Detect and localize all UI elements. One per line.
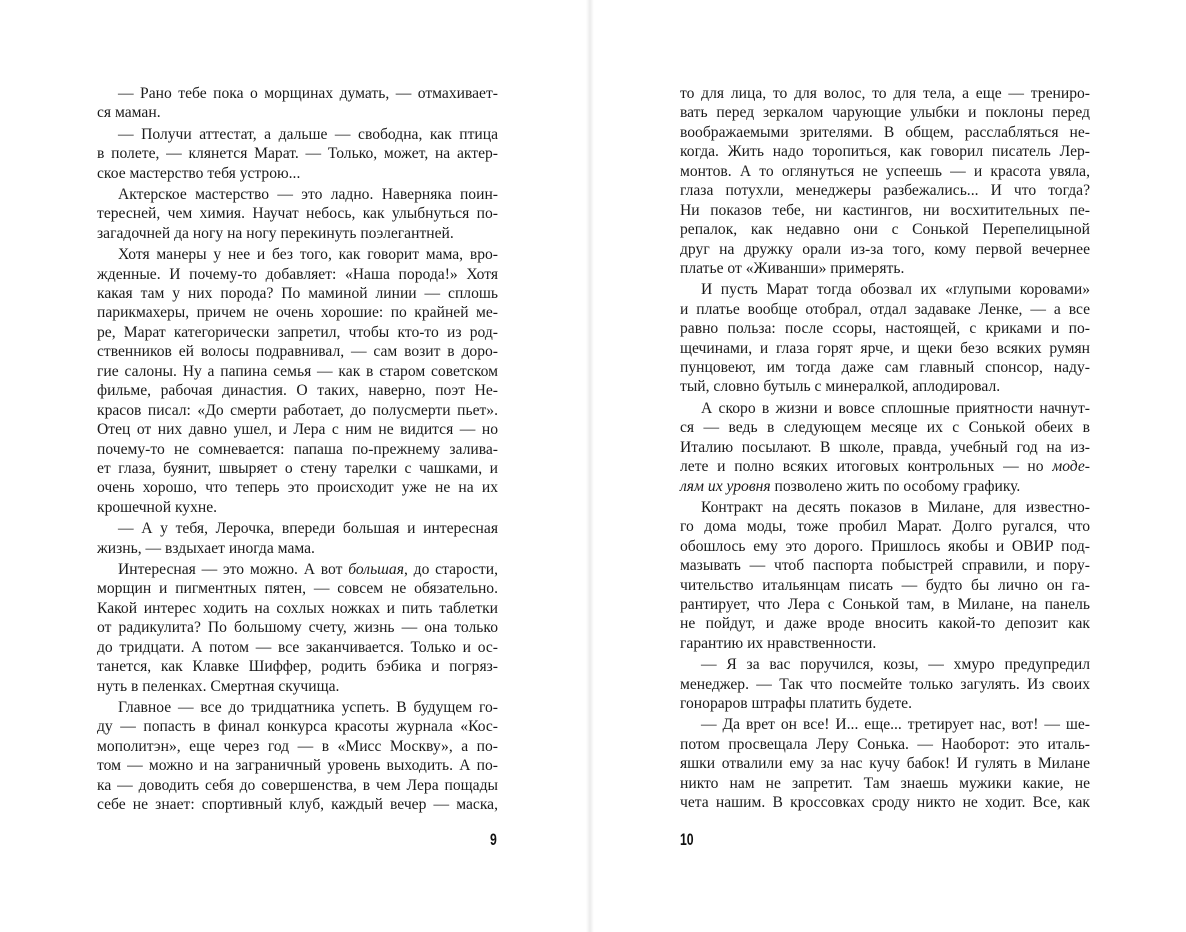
text-line: Какой интерес ходить на сохлых ножках и пить таблетки [97, 599, 498, 617]
text-line: монтов. А то оглянуться не успеешь — и красота увяла, [680, 162, 1090, 180]
paragraph [97, 698, 498, 815]
text-line: рантирует, что Лера с Сонькой там, в Милане, на панель [680, 596, 1090, 614]
text-line: Хотя манеры у нее и без того, как говорит мама, вро- [118, 246, 498, 264]
text-line: Ни показов тебе, ни кастингов, ни восхитительных пе- [680, 201, 1090, 219]
text-line: Контракт на десять показов в Милане, для известно- [701, 498, 1090, 516]
text-line: крошечной кухне. [97, 498, 218, 516]
text-line [680, 457, 1090, 476]
text-line: мополитэн», еще через год — в «Мисс Москву», а по- [97, 737, 498, 755]
text-line: воображаемыми зрителями. В общем, расслабляться не- [680, 123, 1090, 141]
text-line: ре, Марат категорически запретил, чтобы кто-то из род- [97, 323, 498, 341]
text-line: ду — попасть в финал конкурса красоты журнала «Кос- [97, 718, 498, 736]
paragraph [97, 560, 498, 696]
paragraph [680, 715, 1090, 812]
text-line: от радикулита? По большому счету, жизнь — она только [97, 619, 498, 637]
text-line: нуть в пеленках. Смертная скучища. [97, 677, 340, 695]
text-line: ет глаза, буянит, швыряет о стену тарелки с чашками, и [97, 459, 498, 477]
page-9-text [97, 84, 498, 816]
text-line: платье от «Живанши» примерять. [680, 259, 905, 277]
text-line [680, 477, 1090, 496]
text-line: репалок, как недавно они с Сонькой Перепелицыной [680, 221, 1090, 239]
text-line: почему-то не сомневается: папаша по-прежнему залива- [97, 440, 498, 458]
text-line: жизнь, — вздыхает иногда мама. [97, 539, 315, 557]
text-line: ское мастерство тебя устрою... [97, 164, 301, 182]
text-line: гонораров штрафы платить будете. [680, 695, 913, 713]
text-line: пунцовеют, им тогда даже сам главный спонсор, наду- [680, 359, 1090, 377]
paragraph [680, 280, 1090, 397]
text-line: том — можно и на заграничный уровень выходить. А по- [97, 757, 498, 775]
paragraph [97, 84, 498, 123]
italic-text: большая [348, 560, 404, 578]
text-line: — Да врет он все! И... еще... третирует нас, вот! — ше- [701, 716, 1090, 734]
text-line: ся — ведь в следующем месяце их с Сонькой обеих в [680, 419, 1090, 437]
book-spine [586, 0, 594, 932]
text-line: — А у тебя, Лерочка, впереди большая и интересная [118, 520, 498, 538]
text-line: ся маман. [97, 104, 161, 122]
text-segment: позволено жить по особому графику. [770, 477, 1021, 495]
text-line: мазывать — чтоб паспорта побыстрей справили, и пору- [680, 557, 1090, 575]
text-line: друг на дружку орали из-за того, кому первой вечернее [680, 240, 1090, 258]
text-line: когда. Жить надо торопиться, как говорил писатель Лер- [680, 143, 1090, 161]
text-line: фильме, рабочая династия. О таких, наверно, поэт Не- [97, 382, 498, 400]
italic-text: лям их уровня [680, 477, 771, 495]
text-line: себе не знает: спортивный клуб, каждый вечер — маска, [97, 796, 498, 814]
text-line: А скоро в жизни и вовсе сплошные приятности начнут- [701, 399, 1090, 417]
paragraph [97, 245, 498, 517]
text-line: морщин и пигментных пятен, — совсем не обязательно. [97, 580, 498, 598]
text-line: Главное — все до тридцатника успеть. В будущем го- [118, 698, 498, 716]
text-line: вать перед зеркалом чарующие улыбки и поклоны перед [680, 104, 1090, 122]
text-line: обошлось ему это дорого. Пришлось якобы и ОВИР под- [680, 537, 1090, 555]
text-line: — Я за вас поручился, козы, — хмуро предупредил [701, 656, 1090, 674]
text-line: парикмахеры, причем не очень хорошие: по крайней ме- [97, 304, 498, 322]
paragraph [680, 84, 1090, 278]
text-line: какая там у них порода? По маминой линии — сплошь [97, 285, 498, 303]
text-line: то для лица, то для волос, то для тела, а еще — трениро- [680, 85, 1090, 102]
text-line: никто нам не запретит. Там знаешь мужики какие, не [680, 774, 1090, 792]
text-line: чительство итальянцам писать — будто бы лично он га- [680, 576, 1090, 594]
text-line: тересней, чем химия. Научат небось, как улыбнуться по- [97, 205, 498, 223]
paragraph [680, 399, 1090, 496]
text-line: Отец от них давно ушел, и Лера с ним не видится — но [97, 421, 498, 439]
text-line: Италию посылают. В школе, правда, учебный год на из- [680, 438, 1090, 456]
text-line: ка — доводить себя до совершенства, в чем Лера пощады [97, 776, 498, 794]
text-line: и платье вообще отобрал, отдал задаваке Ленке, — а все [680, 300, 1090, 318]
text-line: чета нашим. В кроссовках сроду никто не ходит. Все, как [680, 794, 1090, 812]
text-line: ственников ей волосы подравнивал, — сам возит в доро- [97, 343, 498, 361]
text-line: — Получи аттестат, а дальше — свободна, как птица [118, 125, 498, 143]
text-line: яшки отвалили ему за нас кучу бабок! И гулять в Милане [680, 755, 1090, 773]
text-line: загадочней да ногу на ногу перекинуть поэлегантней. [97, 224, 454, 242]
text-line: жденные. И почему-то добавляет: «Наша порода!» Хотя [97, 265, 498, 283]
text-line: менеджер. — Так что посмейте только загулять. Из своих [680, 675, 1090, 693]
paragraph [97, 519, 498, 558]
text-line: танется, как Клавке Шиффер, родить бэбика и погряз- [97, 658, 498, 676]
text-line: тый, словно бутыль с минералкой, аплодировал. [680, 378, 1001, 396]
text-line: равно польза: после ссоры, настоящей, с криками и по- [680, 320, 1090, 338]
page-number-left: 9 [490, 830, 497, 849]
paragraph [680, 655, 1090, 713]
page-number-right: 10 [680, 830, 694, 849]
text-segment: Интересная — это можно. А вот [118, 560, 349, 578]
text-line: глаза потухли, менеджеры разбежались... И что тогда? [680, 182, 1090, 200]
text-line: красов писал: «До смерти работает, до полусмерти пьет». [97, 401, 498, 419]
text-line: в полете, — клянется Марат. — Только, может, на актер- [97, 145, 498, 163]
text-line [97, 560, 498, 579]
text-line: очень хорошо, что теперь это происходит уже не на их [97, 479, 498, 497]
paragraph [680, 498, 1090, 654]
paragraph [97, 185, 498, 243]
italic-text: моде- [1052, 458, 1090, 476]
text-line: го дома моды, тоже пробил Марат. Долго ругался, что [680, 518, 1090, 536]
paragraph [97, 125, 498, 183]
text-segment: , до старости, [403, 560, 498, 578]
text-segment: лете и полно всяких итоговых контрольных — но [680, 458, 1053, 476]
text-line: гарантию их нравственности. [680, 634, 877, 652]
text-line: И пусть Марат тогда обозвал их «глупыми коровами» [701, 281, 1090, 299]
text-line: — Рано тебе пока о морщинах думать, — отмахивает- [118, 85, 498, 102]
text-line: до тридцати. А потом — все заканчивается. Только и ос- [97, 638, 498, 656]
text-line: потом просвещала Леру Сонька. — Наоборот: это италь- [680, 735, 1090, 753]
page-10-text [680, 84, 1090, 815]
text-line: щечинами, и глаза горят ярче, и щеки безо всяких румян [680, 339, 1090, 357]
text-line: не пойдут, и даже вроде вносить какой-то депозит как [680, 615, 1090, 633]
text-line: Актерское мастерство — это ладно. Наверняка поин- [118, 185, 498, 203]
text-line: гие салоны. Ну а папина семья — как в старом советском [97, 362, 498, 380]
